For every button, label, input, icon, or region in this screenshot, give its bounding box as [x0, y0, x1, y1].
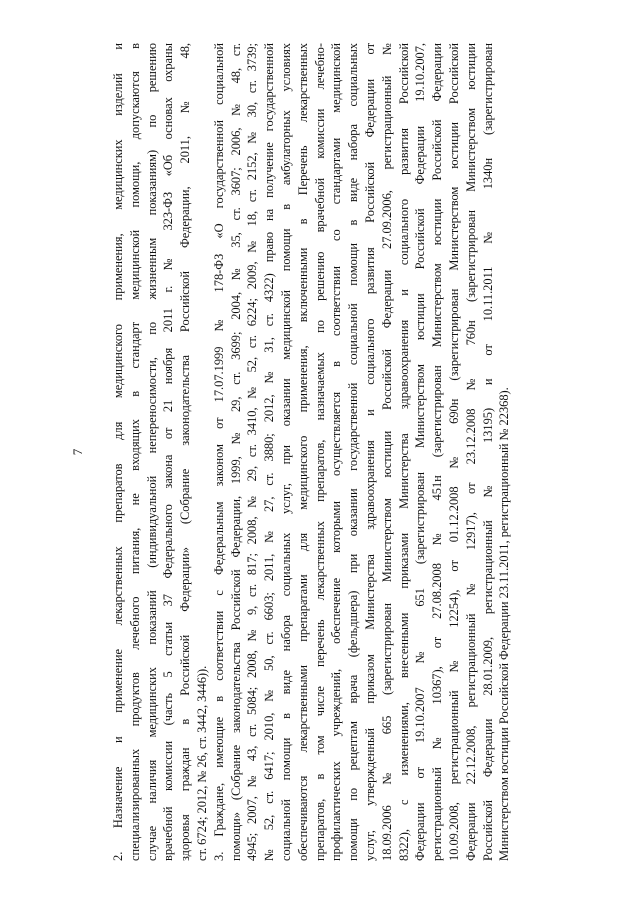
text-line: Федерации от 19.10.2007 № 651 (зарегистрирован Министерством юстиции Российской Федерации 19.10.2007,: [413, 43, 428, 861]
text-line: регистрационный № 10367), от 27.08.2008 № 451н (зарегистрирован Министерством юстиции Российской Федерации: [430, 43, 445, 861]
text-line: Российской Федерации 28.01.2009, регистрационный № 13195) и от 10.11.2011 № 1340н (зарегистрирован: [480, 43, 495, 861]
text-line: специализированных продуктов лечебного питания, не входящих в стандарт медицинской помощи, допускаются в: [127, 43, 142, 861]
text-line: 3. Граждане, имеющие в соответствии с Федеральным законом от 17.07.1999 № 178-ФЗ «О государственной социальной: [211, 43, 226, 861]
text-line: помощи по рецептам врача (фельдшера) при оказании государственной социальной помощи в виде набора социальных: [346, 43, 361, 861]
rotated-text-block: [70, 37, 570, 867]
text-line: Федерации 22.12.2008, регистрационный № 12917), от 23.12.2008 № 760н (зарегистрирован Министерством юстиции: [463, 43, 478, 861]
text-line: здоровья граждан в Российской Федерации» (Собрание законодательства Российской Федерации, 2011, № 48,: [178, 43, 193, 861]
text-line: услуг, утвержденный приказом Министерства здравоохранения и социального развития Российской Федерации от: [362, 43, 377, 861]
text-line: 2. Назначение и применение лекарственных препаратов для медицинского применения, медицинских изделий и: [111, 43, 125, 861]
text-line: 10.09.2008, регистрационный № 12254), от 01.12.2008 № 690н (зарегистрирован Министерством юстиции Российской: [446, 43, 461, 861]
text-line: 18.09.2006 № 665 (зарегистрирован Министерством юстиции Российской Федерации 27.09.2006, регистрационный №: [379, 43, 394, 861]
text-line: помощи» (Собрание законодательства Российской Федерации, 1999, № 29, ст. 3699; 2004, № 35, ст. 3607; 2006, № 48, ст.: [228, 43, 243, 861]
page-number: 7: [70, 448, 85, 456]
text-line: препаратов, в том числе перечень лекарственных препаратов, назначаемых по решению врачебной комиссии лечебно-: [312, 43, 327, 861]
text-line: социальной помощи в виде набора социальных услуг, при оказании медицинской помощи в амбулаторных условиях: [278, 43, 293, 861]
text-line: врачебной комиссии (часть 5 статьи 37 Федерального закона от 21 ноября 2011 г. № 323-ФЗ «Об основах охраны: [161, 43, 176, 861]
paragraph-2: [110, 43, 211, 861]
text-line: 8322), с изменениями, внесенными приказами Министерства здравоохранения и социального развития Российской: [396, 43, 411, 861]
text-line: ст. 6724; 2012, № 26, ст. 3442, 3446)).: [194, 665, 209, 861]
text-line: 4945; 2007, № 43, ст. 5084; 2008, № 9, ст. 817; 2008, № 29, ст. 3410, № 52, ст. 6224; 2009, № 18, ст. 2152, № 30, ст. 3739;: [245, 43, 260, 861]
text-line: № 52, ст. 6417; 2010, № 50, ст. 6603; 2011, № 27, ст. 3880; 2012, № 31, ст. 4322) право на получение государственной: [262, 43, 277, 861]
text-line: профилактических учреждений, обеспечение которыми осуществляется в соответствии со стандартами медицинской: [329, 43, 344, 861]
text-line: случае наличия медицинских показаний (индивидуальной непереносимости, по жизненным показаниям) по решению: [144, 43, 159, 861]
paragraph-3: [211, 43, 513, 861]
text-line: Министерством юстиции Российской Федерации 23.11.2011, регистрационный № 22368).: [497, 387, 512, 861]
text-line: обеспечиваются лекарственными препаратами для медицинского применения, включенными в Перечень лекарственных: [295, 43, 310, 861]
document-body: [110, 43, 513, 861]
